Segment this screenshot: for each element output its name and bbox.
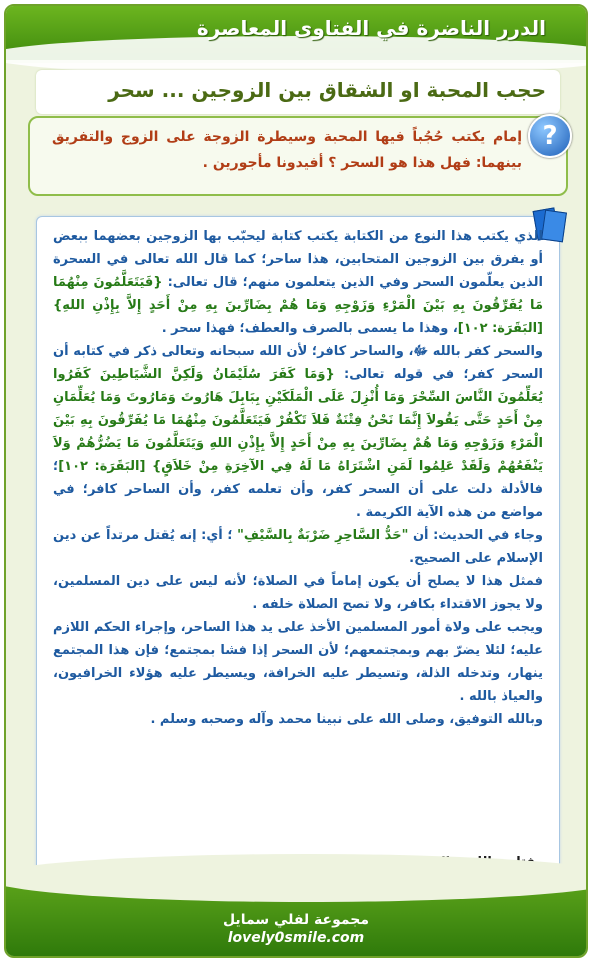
answer-text-3b: ؛ أي: إنه يُقتل مرتداً عن دين الإسلام على الصحيح. — [53, 528, 543, 566]
answer-text-1b: ، وهذا ما يسمى بالصرف والعطف؛ فهذا سحر . — [161, 321, 458, 336]
question-text: إمام يكتب حُجُباً فيها المحبة وسيطرة الزوجة على الزوج والتفريق بينهما: فهل هذا هو السحر ؟ أفيدونا مأجورين . — [52, 129, 522, 171]
answer-paragraph-1 — [53, 225, 543, 340]
answer-text — [53, 225, 543, 731]
site-title: الدرر الناضرة في الفتاوى المعاصرة — [196, 16, 546, 40]
footer-swoosh — [4, 854, 588, 902]
subject-box — [36, 70, 560, 114]
page-frame — [4, 4, 588, 958]
verse-reference-1: [البَقَرَة: ١٠٢] — [457, 321, 543, 336]
top-banner — [6, 6, 586, 63]
question-box — [28, 116, 568, 196]
answer-paragraph-3 — [53, 524, 543, 570]
answer-text-2a: والسحر كفر بالله ﷻ، والساحر كافر؛ لأن الله سبحانه وتعالى ذكر في كتابه أن السحر كفر؛ في قوله تعالى: — [53, 344, 543, 382]
answer-paragraph-6: وبالله التوفيق، وصلى الله على نبينا محمد وآله وصحبه وسلم . — [150, 712, 543, 727]
subject-title: حجب المحبة او الشقاق بين الزوجين ... سحر — [108, 78, 546, 102]
answer-text-1a: الذي يكتب هذا النوع من الكتابة يكتب كتابة ليحبّب بها الزوجين بعضهما ببعض أو يفرق بين الزوجين المتحابين، هذا ساحر؛ كما قال الله تعالى في السحرة الذين يعلّمون السحر وفي الذين يتعلمون منهم؛ قال تعالى: — [53, 229, 543, 290]
quran-verse-2: {وَمَا كَفَرَ سُلَيْمَانُ وَلَكِنَّ الشَّيَاطِينَ كَفَرُوا يُعَلِّمُونَ النَّاسَ السِّحْرَ وَمَا أُنْزِلَ عَلَى الْمَلَكَيْنِ بِبَابِلَ هَارُوتَ وَمَارُوتَ وَمَا يُعَلِّمَانِ مِنْ أَحَدٍ حَتَّى يَقُولاَ إِنَّمَا نَحْنُ فِتْنَةٌ فَلاَ تَكْفُرْ فَيَتَعَلَّمُونَ مِنْهُمَا مَا يُفَرِّقُونَ بِهِ بَيْنَ الْمَرْءِ وَزَوْجِهِ وَمَا هُمْ بِضَارِّينَ بِهِ مِنْ أَحَدٍ إِلاَّ بِإِذْنِ اللهِ وَيَتَعَلَّمُونَ مَا يَضُرُّهُمْ وَلاَ يَنْفَعُهُمْ وَلَقَدْ عَلِمُوا لَمَنِ اشْتَرَاهُ مَا لَهُ فِي الآخِرَةِ مِنْ خَلاَقٍ} — [53, 367, 543, 474]
footer-arabic: مجموعة لفلي سمايل — [222, 912, 370, 928]
answer-paragraph-5: ويجب على ولاة أمور المسلمين الأخذ على يد هذا الساحر، وإجراء الحكم اللازم عليه؛ لئلا يضرّ بهم وبمجتمعهم؛ لأن السحر إذا فشا بمجتمع؛ فإن هذا المجتمع ينهار، وتدخله الذلة، وتسيطر عليه الخرافة، ويسيطر عليه هؤلاء الخرافيون، والعياذ بالله . — [53, 620, 543, 704]
verse-reference-2: [البَقَرَة: ١٠٢] — [58, 459, 152, 474]
answer-text-2b: ؛ فالأدلة دلت على أن السحر كفر، وأن تعلمه كفر، وأن الساحر كافر؛ في مواضع من هذه الآية الكريمة . — [53, 459, 543, 520]
footer-website-link[interactable]: lovely0smile.com — [227, 930, 365, 946]
answer-paragraph-4: فمثل هذا لا يصلح أن يكون إماماً في الصلاة؛ لأنه ليس على دين المسلمين، ولا يجوز الاقتداء بكافر، ولا تصح الصلاة خلفه . — [53, 574, 543, 612]
question-mark-icon: ? — [528, 114, 572, 158]
answer-text-3a: وجاء في الحديث: أن — [408, 528, 543, 543]
footer-banner — [6, 878, 586, 956]
answer-paragraph-2 — [53, 340, 543, 524]
quran-verse-1: {فَيَتَعَلَّمُونَ مِنْهُمَا مَا يُفَرِّقُونَ بِهِ بَيْنَ الْمَرْءِ وَزَوْجِهِ وَمَا هُمْ بِضَارِّينَ بِهِ مِنْ أَحَدٍ إِلاَّ بِإِذْنِ اللهِ} — [53, 275, 543, 313]
hadith-quote: "حَدُّ السَّاحِرِ ضَرْبَةٌ بِالسَّيْفِ" — [237, 528, 409, 543]
answer-box — [36, 216, 560, 886]
